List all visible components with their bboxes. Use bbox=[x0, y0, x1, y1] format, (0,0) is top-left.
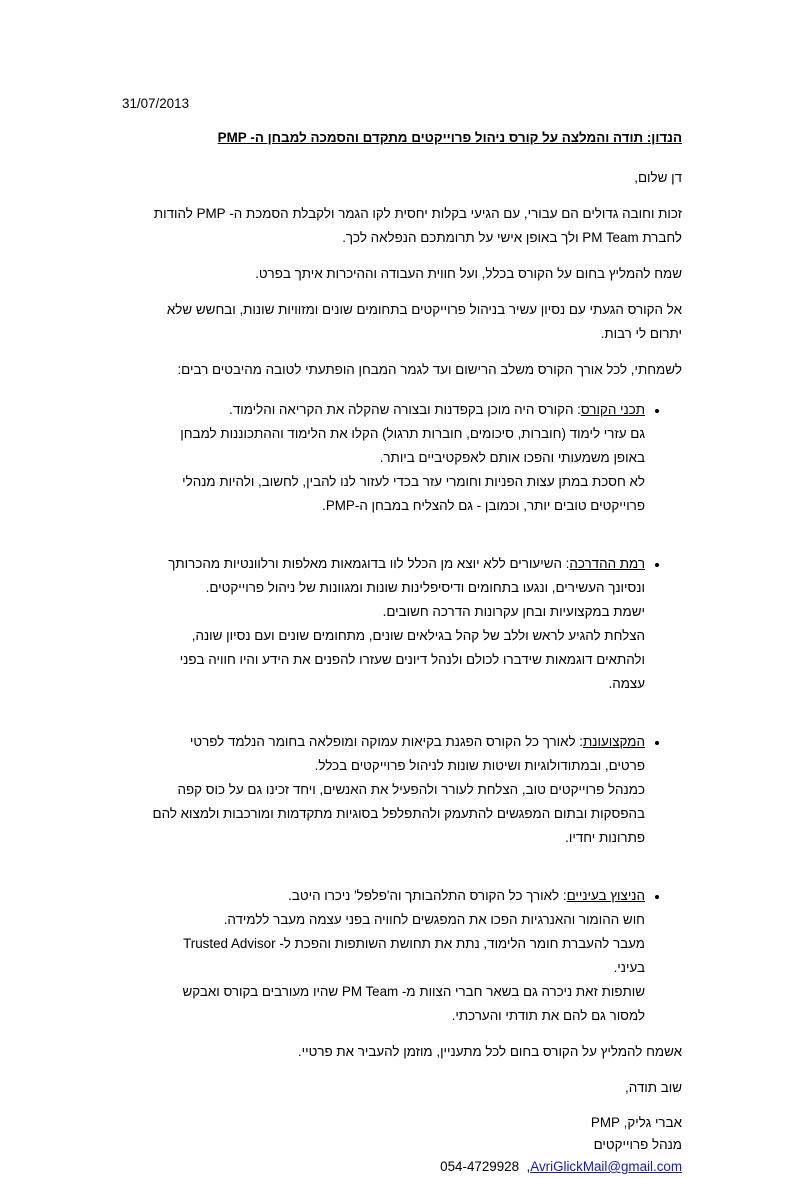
email-link[interactable]: AvriGlickMail@gmail.com bbox=[530, 1159, 682, 1174]
letter-subject: הנדון: תודה והמלצה על קורס ניהול פרוייקטים מתקדם והסמכה למבחן ה- PMP bbox=[217, 130, 682, 145]
bullet-professionalism: • המקצועונת: לאורך כל הקורס הפגנת בקיאות עמוקה ומופלאה בחומר הנלמד לפרטי פרטים, ובמתודולוגיות ושיטות שונות לניהול פרוייקטים בכלל. כמנהל פרוייקטים טוב, הצלחת לעורר ולהפעיל את האנשים, ויחד זכינו גם על כוס קפה בהפסקות ובתום המפגשים להתעמק ולהתפלפל בסוגיות מתקדמות ומורכבות ולמצוא להם פתרונות יחדיו. bbox=[130, 730, 645, 850]
signature-name: אברי גליק, PMP bbox=[590, 1115, 682, 1130]
signature-block bbox=[130, 1112, 682, 1178]
letter-body bbox=[130, 126, 682, 1178]
para-1-line-2: לחברת PM Team ולך באופן אישי על תרומתכם הנפלאה לכך. bbox=[342, 230, 682, 245]
phone-number: 054-4729928 bbox=[440, 1159, 520, 1174]
closing: שוב תודה, bbox=[625, 1080, 682, 1095]
bullet-spark: • הניצוץ בעיניים: לאורך כל הקורס התלהבותך וה'פלפל' ניכרו היטב. חוש ההומור והאנרגיות הפכו את המפגשים לחוויה בפני עצמה מעבר ללמידה. מעבר להעברת חומר הלימוד, נתת את תחושת השותפות והפכת ל- Trusted Advisor בעיני. שותפות זאת ניכרה גם בשאר חברי הצוות מ- PM Team שהיו מעורבים בקורס ואבקש למסור גם להם את תודתי והערכתי. bbox=[130, 884, 645, 1028]
para-2: שמח להמליץ בחום על הקורס בכלל, ועל חווית העבודה וההיכרות איתך בפרט. bbox=[255, 266, 682, 281]
bullet-title: הניצוץ בעיניים bbox=[566, 888, 645, 903]
bullet-list bbox=[130, 398, 668, 1028]
para-4: לשמחתי, לכל אורך הקורס משלב הרישום ועד לגמר המבחן הופתעתי לטובה מהיבטים רבים: bbox=[177, 362, 682, 377]
para-5: אשמח להמליץ על הקורס בחום לכל מתעניין, מוזמן להעביר את פרטיי. bbox=[297, 1044, 682, 1059]
para-3-line-1: אל הקורס הגעתי עם נסיון עשיר בניהול פרוייקטים בתחומים שונים ומזוויות שונות, ובחשש שלא bbox=[166, 302, 682, 317]
para-3-line-2: יתרום לי רבות. bbox=[600, 326, 682, 341]
bullet-title: המקצועונת bbox=[583, 734, 645, 749]
para-1-line-1: זכות וחובה גדולים הם עבורי, עם הגיעי בקלות יחסית לקו הגמר ולקבלת הסמכת ה- PMP להודות bbox=[153, 206, 682, 221]
greeting: דן שלום, bbox=[634, 170, 682, 185]
signature-role: מנהל פרוייקטים bbox=[593, 1137, 682, 1152]
bullet-title: רמת ההדרכה bbox=[569, 556, 645, 571]
bullet-course-content: • תכני הקורס: הקורס היה מוכן בקפדנות ובצורה שהקלה את הקריאה והלימוד. גם עזרי לימוד (חוברות, סיכומים, חוברות תרגול) הקלו את הלימוד וההתכוננות למבחן באופן משמעותי והפכו אותם לאפקטיביים ביותר. לא חסכת במתן עצות הפניות וחומרי עזר בכדי לעזור לנו להבין, לחשוב, ולהיות מנהלי פרוייקטים טובים יותר, וכמובן - גם להצליח במבחן ה-PMP. bbox=[130, 398, 645, 518]
letter-date: 31/07/2013 bbox=[122, 96, 190, 111]
bullet-title: תכני הקורס bbox=[580, 402, 645, 417]
bullet-teaching-level: • רמת ההדרכה: השיעורים ללא יוצא מן הכלל לוו בדוגמאות מאלפות ורלוונטיות מהכרותך ונסיונך העשירים, ונגעו בתחומים ודיסיפלינות שונות ומגוונות של ניהול פרוייקטים. ישמת במקצועיות ובחן עקרונות הדרכה חשובים. הצלחת להגיע לראש וללב של קהל בגילאים שונים, מתחומים שונים ועם נסיון שונה, ולהתאים דוגמאות שידברו לכולם ולנהל דיונים שעזרו להפנים את הידע והיו חוויה בפני עצמה. bbox=[130, 552, 645, 696]
signature-contact: 054-4729928 ,AvriGlickMail@gmail.com bbox=[440, 1159, 682, 1174]
